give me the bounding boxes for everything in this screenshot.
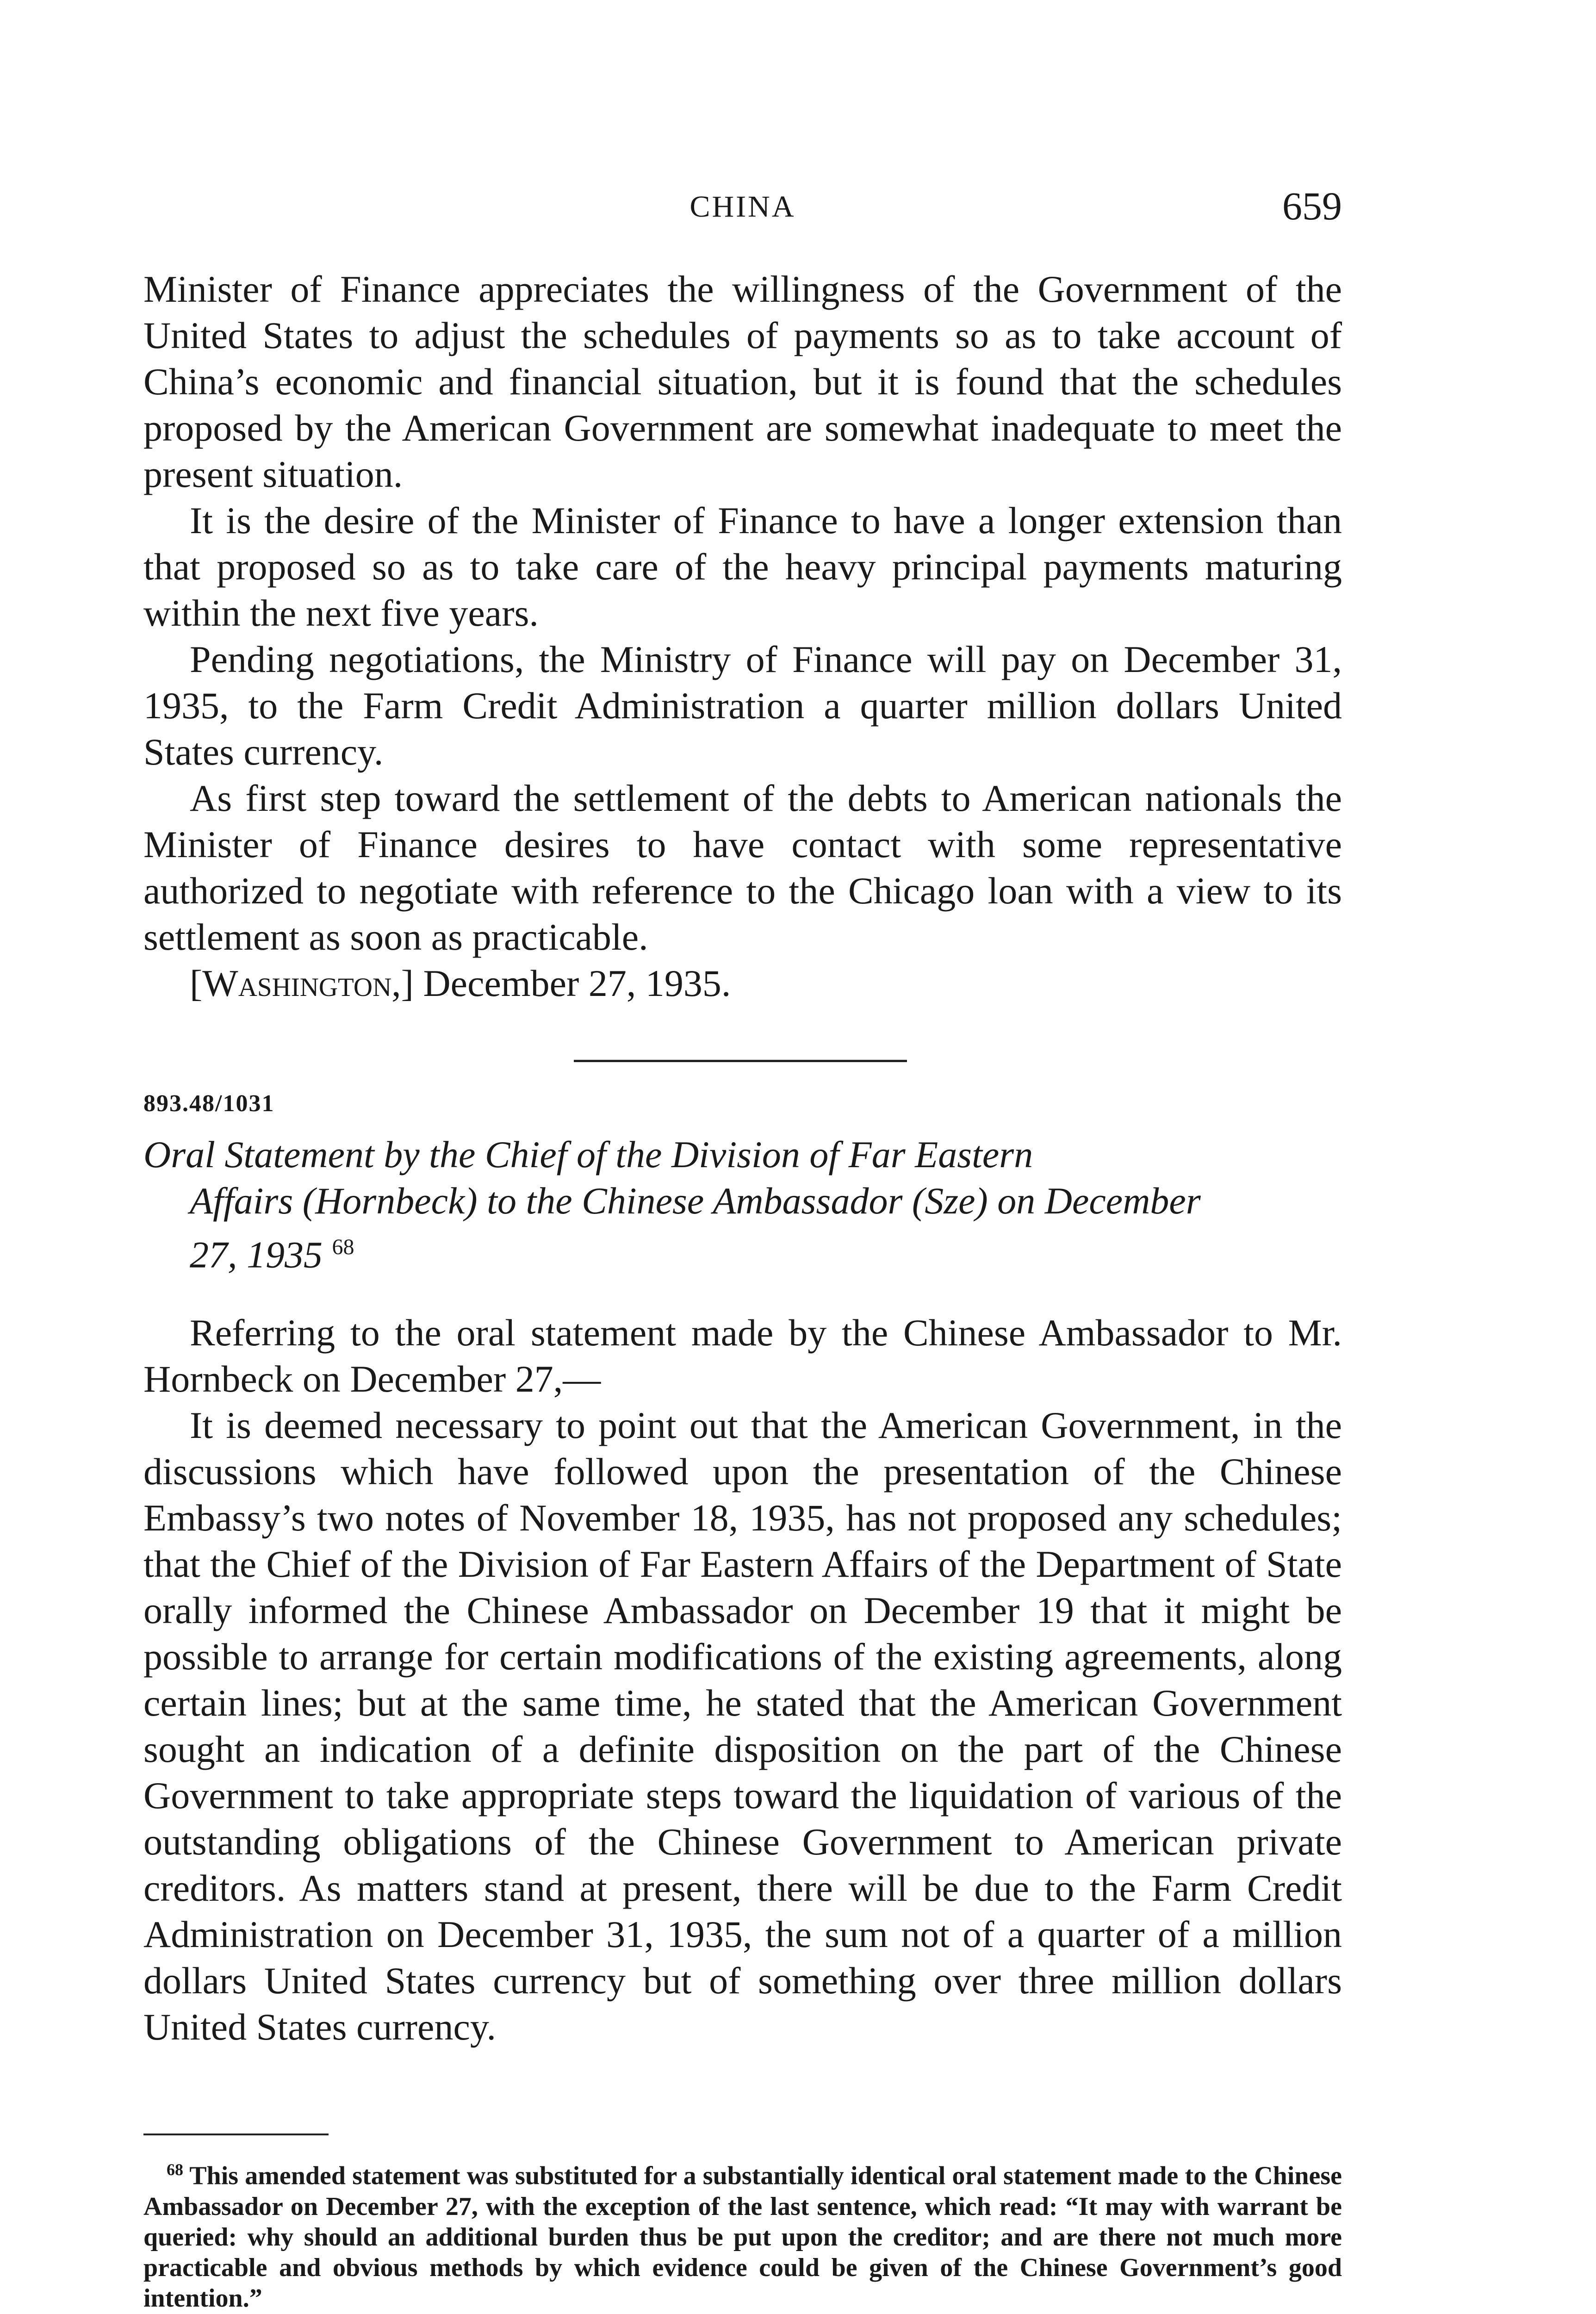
paragraph: Minister of Finance appreciates the willingness of the Government of the United States to adjust the schedules of payments so as to take account of China’s economic and financial situation, but it is found that the schedules proposed by the American Government are somewhat inadequate to meet the present situation. xyxy=(143,268,1342,495)
footnote-rule xyxy=(143,2134,329,2135)
paragraph: Referring to the oral statement made by the Chinese Ambassador to Mr. Hornbeck on December 27,— xyxy=(143,1312,1342,1400)
paragraph: It is deemed necessary to point out that the American Government, in the discussions which have followed upon the presentation of the Chinese Embassy’s two notes of November 18, 1935, has not proposed any schedules; that the Chief of the Division of Far Eastern Affairs of the Department of State orally informed the Chinese Ambassador on December 19 that it might be possible to arrange for certain modifications of the existing agreements, along certain lines; but at the same time, he stated that the American Government sought an indication of a definite disposition on the part of the Chinese Government to take appropriate steps toward the liquidation of various of the outstanding obligations of the Chinese Government to American private creditors. As matters stand at present, there will be due to the Farm Credit Administration on December 31, 1935, the sum not of a quarter of a million dollars United States currency but of something over three million dollars United States currency. xyxy=(143,1404,1342,2048)
footnote xyxy=(143,2154,1342,2314)
footnote-marker: 68 xyxy=(167,2160,183,2179)
heading-line: Affairs (Hornbeck) to the Chinese Ambassador (Sze) on December xyxy=(190,1180,1201,1222)
section-1-body xyxy=(143,266,1342,1007)
file-number: 893.48/1031 xyxy=(143,1090,275,1117)
footnote-text: This amended statement was substituted for a substantially identical oral statement made to the Chinese Ambassador on December 27, with the exception of the last sentence, which read: “It may with warrant be queried: why should an additional burden thus be put upon the creditor; and are there not much more practicable and obvious methods by which evidence could be given of the Chinese Government’s good intention.” xyxy=(143,2161,1342,2313)
page-number: 659 xyxy=(1282,184,1342,228)
heading-line: Oral Statement by the Chief of the Division of Far Eastern xyxy=(143,1133,1033,1176)
heading-line xyxy=(143,1224,1342,1278)
dateline xyxy=(143,960,1342,1007)
paragraph: It is the desire of the Minister of Finance to have a longer extension than that proposed so as to take care of the heavy principal payments maturing within the next five years. xyxy=(143,499,1342,634)
paragraph: Pending negotiations, the Ministry of Finance will pay on December 31, 1935, to the Farm Credit Administration a quarter million dollars United States currency. xyxy=(143,638,1342,773)
document-heading xyxy=(143,1132,1342,1278)
running-head xyxy=(143,183,1342,234)
dateline-place: [Washington,] xyxy=(190,962,414,1004)
footnote-reference: 68 xyxy=(332,1235,354,1259)
paragraph: As first step toward the settlement of the debts to American nationals the Minister of Finance desires to have contact with some representative authorized to negotiate with reference to the Chicago loan with a view to its settlement as soon as practicable. xyxy=(143,777,1342,958)
heading-date: 27, 1935 xyxy=(190,1233,323,1276)
section-divider xyxy=(574,1060,907,1062)
dateline-date: December 27, 1935. xyxy=(423,962,731,1004)
section-2-body xyxy=(143,1310,1342,2050)
running-title: CHINA xyxy=(689,190,796,224)
